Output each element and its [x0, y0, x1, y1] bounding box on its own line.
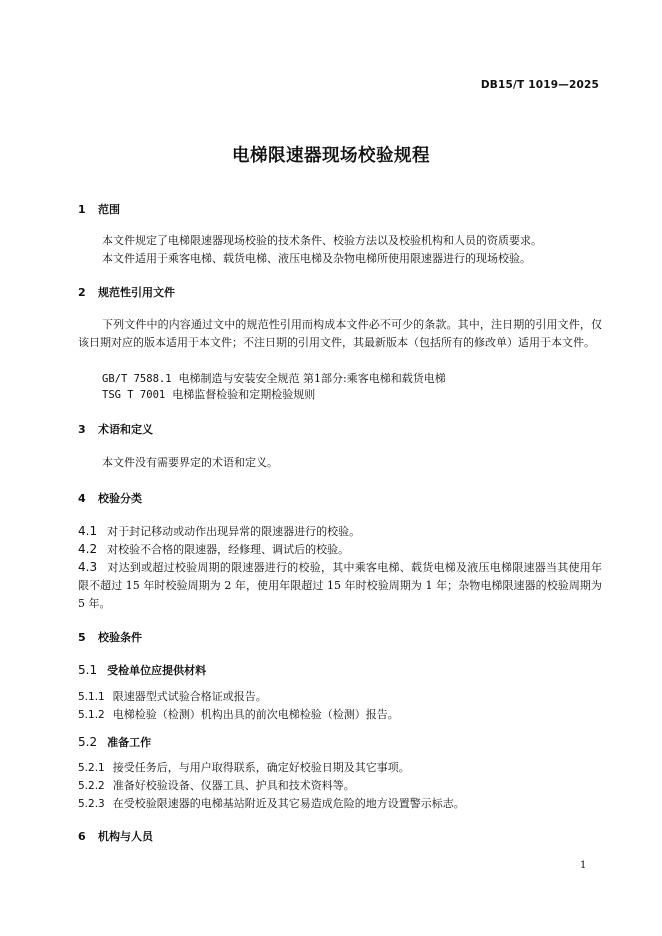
section-1-heading — [78, 201, 120, 217]
subsection-number: 5.2 — [78, 735, 98, 749]
section-title: 规范性引用文件 — [98, 286, 175, 299]
section-title: 范围 — [98, 203, 120, 216]
page-number: 1 — [580, 860, 587, 871]
clause-text: 电梯检验（检测）机构出具的前次电梯检验（检测）报告。 — [112, 708, 399, 721]
subsection-title: 受检单位应提供材料 — [107, 664, 207, 677]
subsection-5-1-heading — [78, 662, 206, 678]
paragraph: 本文件适用于乘客电梯、载货电梯、液压电梯及杂物电梯所使用限速器进行的现场校验。 — [102, 252, 531, 265]
reference-item — [102, 386, 315, 402]
clause-5-2-2 — [78, 777, 355, 793]
clause-number: 5.2.1 — [78, 762, 105, 774]
section-title: 机构与人员 — [98, 830, 153, 843]
clause-number: 5.2.2 — [78, 780, 105, 792]
section-title: 术语和定义 — [98, 423, 153, 436]
paragraph: 下列文件中的内容通过文中的规范性引用而构成本文件必不可少的条款。其中，注日期的引用文件，仅该日期对应的版本适用于本文件；不注日期的引用文件，其最新版本（包括所有的修改单）适用于本文件。 — [78, 318, 602, 349]
subsection-number: 5.1 — [78, 663, 98, 677]
section-3-heading — [78, 421, 153, 437]
subsection-5-2-heading — [78, 734, 151, 750]
clause-text: 对校验不合格的限速器，经修理、调试后的校验。 — [107, 543, 350, 556]
clause-number: 4.1 — [78, 524, 98, 538]
reference-code: GB/T 7588.1 — [102, 373, 172, 385]
section-2-heading — [78, 284, 175, 300]
clause-4-1 — [78, 522, 602, 541]
clause-text: 对于封记移动或动作出现异常的限速器进行的校验。 — [107, 525, 361, 538]
clause-5-2-1 — [78, 759, 410, 775]
section-number: 3 — [78, 423, 86, 436]
reference-code: TSG T 7001 — [102, 389, 166, 401]
clause-number: 4.2 — [78, 542, 98, 556]
section-number: 2 — [78, 286, 86, 299]
document-title: 电梯限速器现场校验规程 — [232, 146, 430, 166]
clause-text: 在受校验限速器的电梯基站附近及其它易造成危险的地方设置警示标志。 — [112, 797, 465, 810]
clause-number: 5.2.3 — [78, 798, 105, 810]
paragraph: 本文件规定了电梯限速器现场校验的技术条件、校验方法以及校验机构和人员的资质要求。 — [102, 234, 542, 247]
reference-title: 电梯监督检验和定期检验规则 — [172, 388, 316, 401]
clause-number: 5.1.1 — [78, 691, 105, 703]
paragraph: 本文件没有需要界定的术语和定义。 — [102, 456, 278, 469]
section-number: 1 — [78, 203, 86, 216]
clause-5-1-2 — [78, 706, 399, 722]
subsection-title: 准备工作 — [107, 736, 152, 749]
section-6-heading — [78, 828, 153, 844]
reference-title: 电梯制造与安装安全规范 第1部分:乘客电梯和载货电梯 — [178, 372, 446, 385]
section-title: 校验条件 — [98, 631, 142, 644]
section-number: 4 — [78, 492, 86, 505]
section-number: 5 — [78, 631, 86, 644]
clause-text: 限速器型式试验合格证或报告。 — [112, 690, 267, 703]
clause-text: 准备好校验设备、仪器工具、护具和技术资料等。 — [112, 779, 355, 792]
clause-5-1-1 — [78, 688, 267, 704]
section-number: 6 — [78, 830, 86, 843]
standard-code: DB15/T 1019—2025 — [480, 79, 599, 91]
clause-number: 4.3 — [78, 560, 98, 574]
clause-text: 对达到或超过校验周期的限速器进行的校验，其中乘客电梯、载货电梯及液压电梯限速器当其使用年限不超过 15 年时校验周期为 2 年，使用年限超过 15 年时校验周期为 1 年；杂物电梯限速器的校验周期为 5 年。 — [78, 561, 602, 610]
clause-number: 5.1.2 — [78, 709, 105, 721]
reference-item — [102, 370, 446, 386]
clause-4-3 — [78, 558, 602, 613]
section-title: 校验分类 — [98, 492, 142, 505]
section-5-heading — [78, 629, 142, 645]
section-4-heading — [78, 490, 142, 506]
clause-4-2 — [78, 540, 602, 559]
clause-text: 接受任务后，与用户取得联系，确定好校验日期及其它事项。 — [112, 761, 410, 774]
clause-5-2-3 — [78, 795, 465, 811]
